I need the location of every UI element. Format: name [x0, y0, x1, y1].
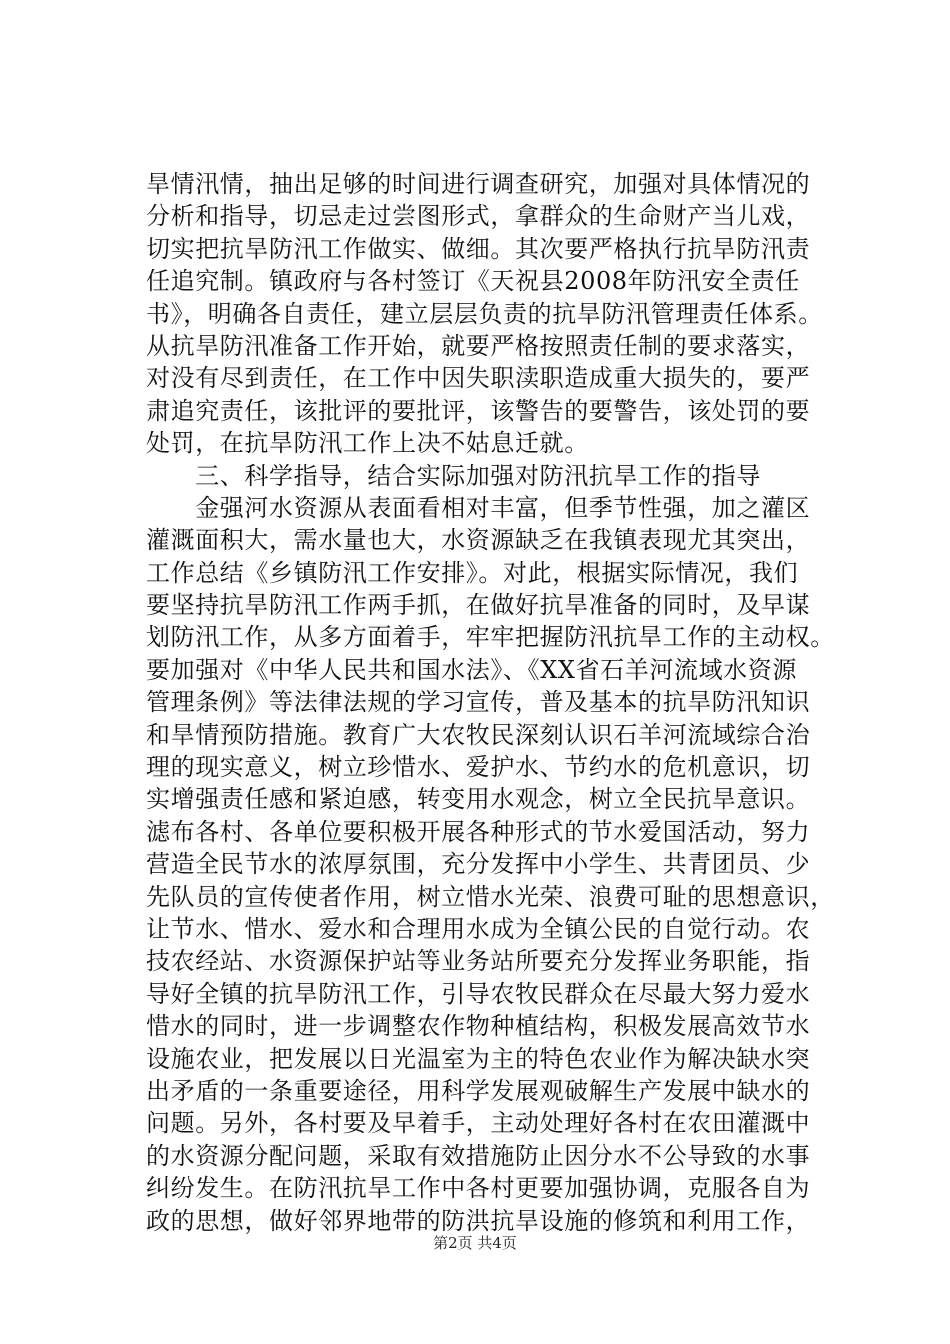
text-line: 出矛盾的一条重要途径，用科学发展观破解生产发展中缺水的	[146, 1076, 811, 1105]
text-line: 处罚，在抗旱防汛工作上决不姑息迁就。	[146, 429, 589, 458]
text-line: 书》，明确各自责任，建立层层负责的抗旱防汛管理责任体系。	[146, 299, 823, 328]
text-line: 工作总结《乡镇防汛工作安排》。对此，根据实际情况，我们	[146, 558, 799, 587]
text-line: 实增强责任感和紧迫感，转变用水观念，树立全民抗旱意识。	[146, 785, 811, 814]
text-line: 设施农业，把发展以日光温室为主的特色农业作为解决缺水突	[146, 1044, 811, 1073]
text-line: 划防汛工作，从多方面着手，牢牢把握防汛抗旱工作的主动权。	[146, 623, 835, 652]
text-line: 惜水的同时，进一步调整农作物种植结构，积极发展高效节水	[146, 1012, 811, 1041]
text-line: 要加强对《中华人民共和国水法》、《XX省石羊河流域水资源	[146, 655, 797, 684]
text-line: 从抗旱防汛准备工作开始，就要严格按照责任制的要求落实，	[146, 331, 811, 360]
text-line: 先队员的宣传使者作用，树立惜水光荣、浪费可耻的思想意识，	[146, 882, 835, 911]
page-number-footer: 第2页 共4页	[433, 1234, 517, 1252]
text-line: 要坚持抗旱防汛工作两手抓，在做好抗旱准备的同时，及早谋	[146, 591, 811, 620]
text-line: 肃追究责任，该批评的要批评，该警告的要警告，该处罚的要	[146, 396, 811, 425]
text-line: 导好全镇的抗旱防汛工作，引导农牧民群众在尽最大努力爱水	[146, 979, 811, 1008]
text-line: 分析和指导，切忌走过尝图形式，拿群众的生命财产当儿戏，	[146, 202, 811, 231]
text-line: 问题。另外，各村要及早着手，主动处理好各村在农田灌溉中	[146, 1109, 811, 1138]
text-line: 政的思想，做好邻界地带的防洪抗旱设施的修筑和利用工作，	[146, 1206, 811, 1235]
text-line: 对没有尽到责任，在工作中因失职渎职造成重大损失的，要严	[146, 364, 811, 393]
text-line: 纠纷发生。在防汛抗旱工作中各村更要加强协调，克服各自为	[146, 1174, 811, 1203]
document-body	[146, 168, 866, 1237]
text-line: 和旱情预防措施。教育广大农牧民深刻认识石羊河流域综合治	[146, 720, 811, 749]
text-line: 理的现实意义，树立珍惜水、爱护水、节约水的危机意识，切	[146, 753, 811, 782]
text-line: 金强河水资源从表面看相对丰富，但季节性强，加之灌区	[146, 493, 811, 522]
text-line: 旱情汛情，抽出足够的时间进行调查研究，加强对具体情况的	[146, 170, 811, 198]
text-line: 滤布各村、各单位要积极开展各种形式的节水爱国活动，努力	[146, 817, 811, 846]
text-line: 切实把抗旱防汛工作做实、做细。其次要严格执行抗旱防汛责	[146, 234, 811, 263]
text-line: 的水资源分配问题，采取有效措施防止因分水不公导致的水事	[146, 1141, 811, 1170]
text-line: 让节水、惜水、爱水和合理用水成为全镇公民的自觉行动。农	[146, 914, 811, 943]
text-line: 灌溉面积大，需水量也大，水资源缺乏在我镇表现尤其突出，	[146, 526, 811, 555]
section-heading: 三、科学指导，结合实际加强对防汛抗旱工作的指导	[146, 461, 761, 490]
text-line: 技农经站、水资源保护站等业务站所要充分发挥业务职能，指	[146, 947, 811, 976]
text-line: 任追究制。镇政府与各村签订《天祝县2008年防汛安全责任	[146, 267, 800, 296]
text-line: 营造全民节水的浓厚氛围，充分发挥中小学生、共青团员、少	[146, 850, 811, 879]
text-line: 管理条例》等法律法规的学习宣传，普及基本的抗旱防汛知识	[146, 688, 811, 717]
